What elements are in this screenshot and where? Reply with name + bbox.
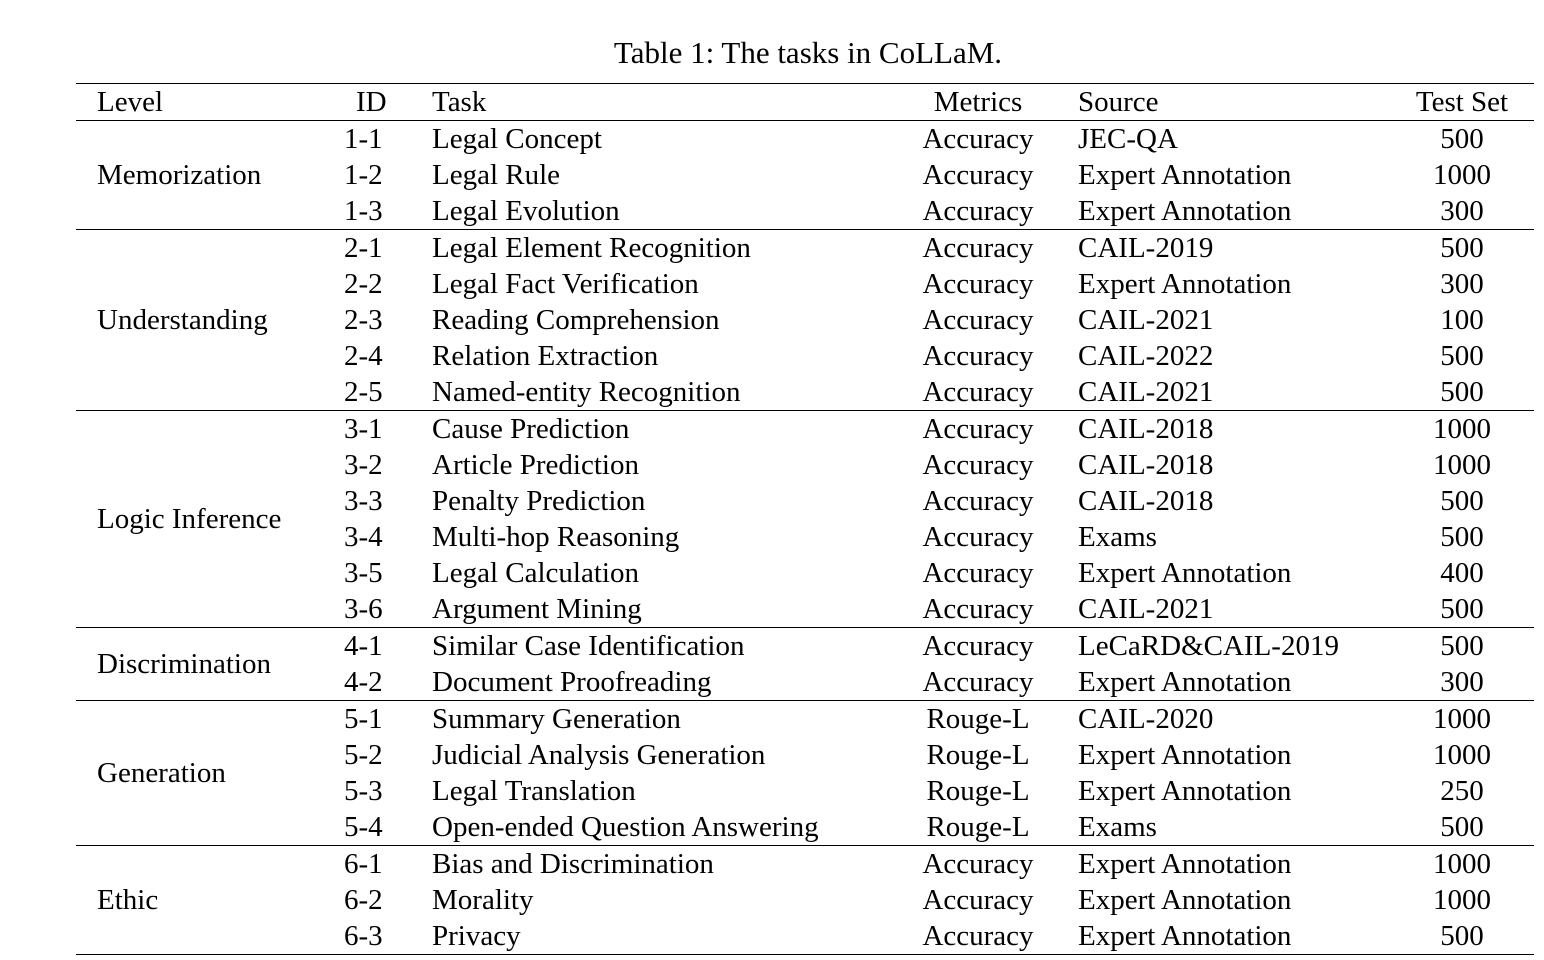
test-set-cell: 500: [1440, 630, 1484, 662]
table-row: [76, 411, 1534, 448]
metric-cell: Rouge-L: [926, 739, 1030, 771]
metric-cell: Accuracy: [922, 593, 1034, 625]
metric-cell: Accuracy: [922, 630, 1034, 662]
source-cell: Expert Annotation: [1078, 195, 1292, 227]
task-cell: Bias and Discrimination: [432, 848, 714, 880]
metric-cell: Accuracy: [922, 666, 1034, 698]
task-cell: Judicial Analysis Generation: [432, 739, 766, 771]
source-cell: Expert Annotation: [1078, 775, 1292, 807]
id-cell: 1-2: [344, 159, 383, 191]
source-cell: Exams: [1078, 521, 1157, 553]
source-cell: CAIL-2019: [1078, 232, 1214, 264]
metric-cell: Rouge-L: [926, 703, 1030, 735]
task-cell: Argument Mining: [432, 593, 642, 625]
metric-cell: Accuracy: [922, 304, 1034, 336]
id-cell: 2-1: [344, 232, 383, 264]
test-set-cell: 250: [1440, 775, 1484, 807]
test-set-cell: 300: [1440, 195, 1484, 227]
metric-cell: Accuracy: [922, 521, 1034, 553]
metric-cell: Accuracy: [922, 557, 1034, 589]
task-cell: Legal Element Recognition: [432, 232, 751, 264]
id-cell: 5-4: [344, 811, 383, 843]
source-cell: CAIL-2018: [1078, 485, 1214, 517]
test-set-cell: 1000: [1433, 159, 1491, 191]
id-cell: 5-3: [344, 775, 383, 807]
task-cell: Similar Case Identification: [432, 630, 745, 662]
task-cell: Morality: [432, 884, 534, 916]
task-cell: Legal Fact Verification: [432, 268, 699, 300]
group-ethic: [76, 846, 1534, 955]
metric-cell: Accuracy: [922, 232, 1034, 264]
task-cell: Document Proofreading: [432, 666, 712, 698]
metric-cell: Accuracy: [922, 884, 1034, 916]
group-logic-inference: [76, 411, 1534, 628]
id-cell: 3-2: [344, 449, 383, 481]
table-row: [76, 121, 1534, 158]
id-cell: 2-4: [344, 340, 383, 372]
test-set-cell: 500: [1440, 376, 1484, 408]
task-cell: Multi-hop Reasoning: [432, 521, 680, 553]
level-cell: Generation: [97, 757, 226, 789]
test-set-cell: 1000: [1433, 703, 1491, 735]
metric-cell: Accuracy: [922, 123, 1034, 155]
task-cell: Article Prediction: [432, 449, 639, 481]
source-cell: Exams: [1078, 811, 1157, 843]
metric-cell: Rouge-L: [926, 775, 1030, 807]
task-cell: Summary Generation: [432, 703, 681, 735]
table-row: [76, 701, 1534, 738]
id-cell: 3-3: [344, 485, 383, 517]
task-cell: Legal Rule: [432, 159, 561, 191]
source-cell: Expert Annotation: [1078, 848, 1292, 880]
source-cell: Expert Annotation: [1078, 159, 1292, 191]
level-cell: Understanding: [97, 304, 268, 336]
table-row: [76, 628, 1534, 665]
source-cell: CAIL-2021: [1078, 376, 1214, 408]
source-cell: Expert Annotation: [1078, 268, 1292, 300]
header-id: ID: [356, 86, 387, 118]
source-cell: CAIL-2020: [1078, 703, 1214, 735]
test-set-cell: 300: [1440, 268, 1484, 300]
test-set-cell: 100: [1440, 304, 1484, 336]
metric-cell: Accuracy: [922, 848, 1034, 880]
metric-cell: Rouge-L: [926, 811, 1030, 843]
metric-cell: Accuracy: [922, 449, 1034, 481]
id-cell: 4-1: [344, 630, 383, 662]
table-caption: Table 1: The tasks in CoLLaM.: [613, 35, 1003, 70]
group-memorization: [76, 121, 1534, 230]
test-set-cell: 300: [1440, 666, 1484, 698]
header-task: Task: [432, 86, 487, 118]
id-cell: 6-1: [344, 848, 383, 880]
id-cell: 6-3: [344, 920, 383, 952]
test-set-cell: 500: [1440, 123, 1484, 155]
test-set-cell: 500: [1440, 593, 1484, 625]
id-cell: 3-6: [344, 593, 383, 625]
id-cell: 2-2: [344, 268, 383, 300]
header-level: Level: [97, 86, 164, 118]
id-cell: 5-1: [344, 703, 383, 735]
table-row: [76, 230, 1534, 267]
task-cell: Legal Evolution: [432, 195, 620, 227]
group-generation: [76, 701, 1534, 846]
test-set-cell: 1000: [1433, 739, 1491, 771]
source-cell: CAIL-2018: [1078, 449, 1214, 481]
metric-cell: Accuracy: [922, 376, 1034, 408]
test-set-cell: 500: [1440, 485, 1484, 517]
test-set-cell: 1000: [1433, 884, 1491, 916]
task-cell: Cause Prediction: [432, 413, 630, 445]
header-metrics: Metrics: [933, 86, 1023, 118]
header-test-set: Test Set: [1415, 86, 1509, 118]
source-cell: JEC-QA: [1078, 123, 1178, 155]
test-set-cell: 1000: [1433, 848, 1491, 880]
level-cell: Memorization: [97, 159, 262, 191]
header-source: Source: [1078, 86, 1159, 118]
id-cell: 5-2: [344, 739, 383, 771]
test-set-cell: 500: [1440, 232, 1484, 264]
metric-cell: Accuracy: [922, 268, 1034, 300]
source-cell: Expert Annotation: [1078, 666, 1292, 698]
task-cell: Penalty Prediction: [432, 485, 646, 517]
id-cell: 1-3: [344, 195, 383, 227]
test-set-cell: 500: [1440, 920, 1484, 952]
task-cell: Legal Calculation: [432, 557, 639, 589]
test-set-cell: 1000: [1433, 413, 1491, 445]
metric-cell: Accuracy: [922, 920, 1034, 952]
source-cell: CAIL-2022: [1078, 340, 1214, 372]
tasks-table: [76, 83, 1534, 955]
source-cell: CAIL-2021: [1078, 593, 1214, 625]
metric-cell: Accuracy: [922, 159, 1034, 191]
task-cell: Legal Translation: [432, 775, 636, 807]
id-cell: 2-3: [344, 304, 383, 336]
level-cell: Discrimination: [97, 648, 271, 680]
id-cell: 1-1: [344, 123, 383, 155]
source-cell: CAIL-2018: [1078, 413, 1214, 445]
test-set-cell: 500: [1440, 340, 1484, 372]
task-cell: Reading Comprehension: [432, 304, 720, 336]
level-cell: Ethic: [97, 884, 159, 916]
group-understanding: [76, 230, 1534, 411]
level-cell: Logic Inference: [97, 503, 282, 535]
id-cell: 3-1: [344, 413, 383, 445]
test-set-cell: 500: [1440, 811, 1484, 843]
task-cell: Legal Concept: [432, 123, 602, 155]
metric-cell: Accuracy: [922, 195, 1034, 227]
test-set-cell: 1000: [1433, 449, 1491, 481]
table-row: [76, 846, 1534, 883]
task-cell: Privacy: [432, 920, 521, 952]
task-cell: Open-ended Question Answering: [432, 811, 819, 843]
source-cell: Expert Annotation: [1078, 739, 1292, 771]
header-row: [76, 84, 1534, 121]
id-cell: 2-5: [344, 376, 383, 408]
id-cell: 3-4: [344, 521, 383, 553]
metric-cell: Accuracy: [922, 340, 1034, 372]
source-cell: Expert Annotation: [1078, 884, 1292, 916]
test-set-cell: 500: [1440, 521, 1484, 553]
metric-cell: Accuracy: [922, 485, 1034, 517]
source-cell: LeCaRD&CAIL-2019: [1078, 630, 1339, 662]
metric-cell: Accuracy: [922, 413, 1034, 445]
id-cell: 4-2: [344, 666, 383, 698]
source-cell: CAIL-2021: [1078, 304, 1214, 336]
source-cell: Expert Annotation: [1078, 557, 1292, 589]
source-cell: Expert Annotation: [1078, 920, 1292, 952]
group-discrimination: [76, 628, 1534, 701]
task-cell: Named-entity Recognition: [432, 376, 741, 408]
test-set-cell: 400: [1440, 557, 1484, 589]
task-cell: Relation Extraction: [432, 340, 659, 372]
id-cell: 6-2: [344, 884, 383, 916]
id-cell: 3-5: [344, 557, 383, 589]
